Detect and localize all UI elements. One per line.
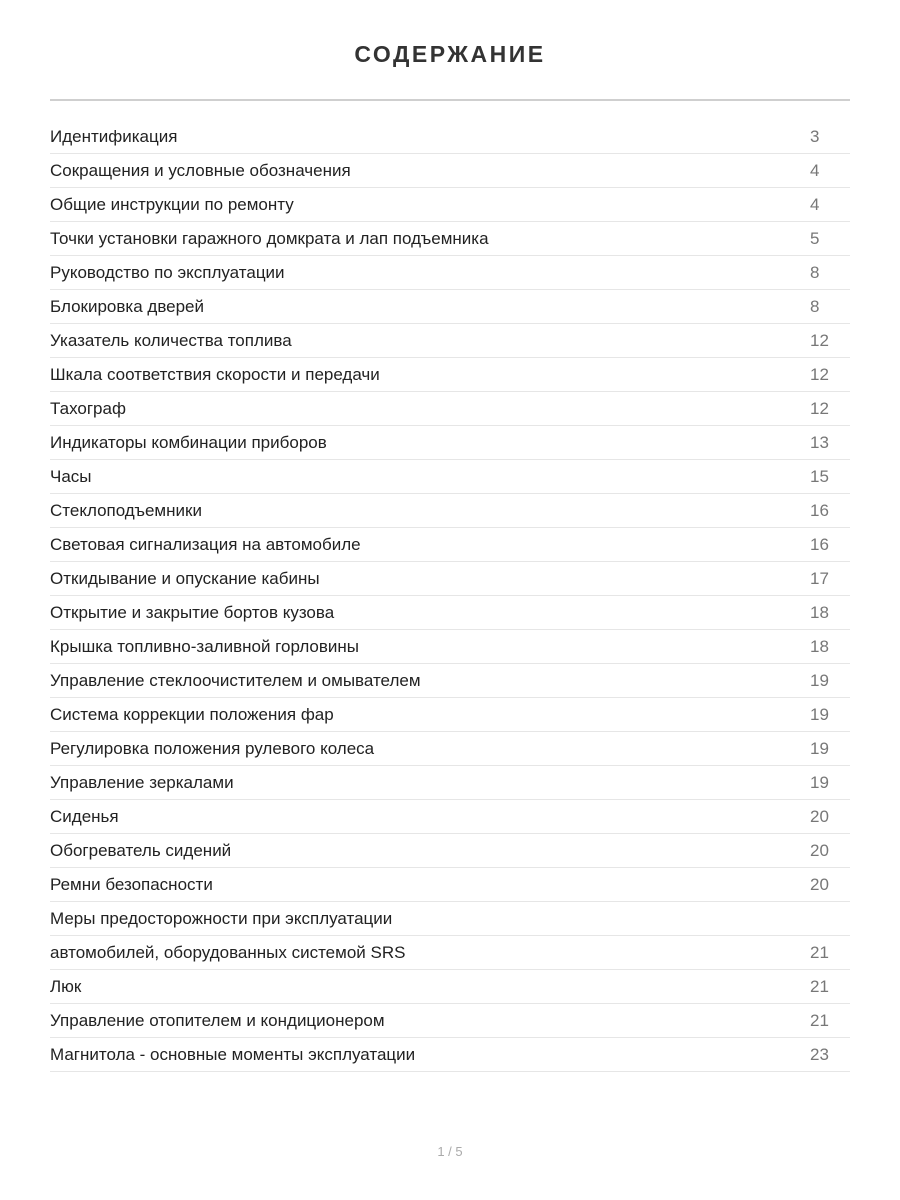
- toc-entry[interactable]: [50, 1004, 850, 1038]
- toc-entry-page-number: 5: [810, 228, 820, 248]
- toc-entry-page-number: 4: [810, 194, 820, 214]
- toc-entry-title: Общие инструкции по ремонту: [50, 194, 294, 214]
- toc-entry-title: Люк: [50, 976, 82, 996]
- toc-entry[interactable]: [50, 936, 850, 970]
- toc-entry-title: Тахограф: [50, 398, 126, 418]
- toc-entry-page-number: 13: [810, 432, 829, 452]
- toc-entry-page-number: 12: [810, 364, 829, 384]
- toc-entry[interactable]: [50, 460, 850, 494]
- toc-entry-title: Идентификация: [50, 126, 178, 146]
- toc-entry-title: Часы: [50, 466, 92, 486]
- toc-entry-title: Управление стеклоочистителем и омывателем: [50, 670, 421, 690]
- toc-entry-title: Шкала соответствия скорости и передачи: [50, 364, 380, 384]
- toc-entry[interactable]: [50, 766, 850, 800]
- toc-entry[interactable]: [50, 324, 850, 358]
- toc-entry-title: Управление зеркалами: [50, 772, 234, 792]
- toc-entry-page-number: 16: [810, 534, 829, 554]
- toc-entry-title: Ремни безопасности: [50, 874, 213, 894]
- toc-entry-title: Обогреватель сидений: [50, 840, 232, 860]
- toc-entry-title: Управление отопителем и кондиционером: [50, 1010, 385, 1030]
- toc-entry-page-number: 3: [810, 126, 820, 146]
- toc-entry-page-number: 23: [810, 1044, 829, 1064]
- toc-entry[interactable]: [50, 494, 850, 528]
- toc-entry-title: Система коррекции положения фар: [50, 704, 334, 724]
- toc-entry[interactable]: [50, 1038, 850, 1072]
- page-title: СОДЕРЖАНИЕ: [354, 41, 546, 67]
- toc-entry-page-number: 18: [810, 602, 829, 622]
- toc-entry[interactable]: [50, 426, 850, 460]
- toc-entry-page-number: 19: [810, 670, 829, 690]
- toc-entry-title: Индикаторы комбинации приборов: [50, 432, 327, 452]
- toc-entry-page-number: 12: [810, 398, 829, 418]
- toc-entry-page-number: 4: [810, 160, 820, 180]
- page-indicator: 1 / 5: [437, 1144, 463, 1159]
- toc-entry-page-number: 19: [810, 738, 829, 758]
- toc-entry-title: Магнитола - основные моменты эксплуатации: [50, 1044, 416, 1064]
- toc-entry[interactable]: [50, 800, 850, 834]
- toc-entry-page-number: 21: [810, 976, 829, 996]
- toc-entry-page-number: 20: [810, 806, 829, 826]
- toc-entry[interactable]: [50, 834, 850, 868]
- toc-entry-page-number: 8: [810, 262, 820, 282]
- toc-entry[interactable]: [50, 188, 850, 222]
- toc-entry-page-number: 16: [810, 500, 829, 520]
- toc-entry-title: Стеклоподъемники: [50, 500, 202, 520]
- toc-entry-title: Световая сигнализация на автомобиле: [50, 534, 361, 554]
- toc-entry-page-number: 21: [810, 942, 829, 962]
- toc-entry[interactable]: [50, 698, 850, 732]
- toc-entry-title: автомобилей, оборудованных системой SRS: [50, 942, 406, 962]
- toc-entry-title: Регулировка положения рулевого колеса: [50, 738, 375, 758]
- toc-entry[interactable]: [50, 222, 850, 256]
- toc-entry[interactable]: [50, 902, 850, 936]
- table-of-contents: [50, 120, 850, 1072]
- toc-entry-page-number: 20: [810, 874, 829, 894]
- toc-entry[interactable]: [50, 392, 850, 426]
- toc-entry[interactable]: [50, 120, 850, 154]
- toc-entry-page-number: 17: [810, 568, 829, 588]
- toc-entry-page-number: 21: [810, 1010, 829, 1030]
- toc-entry-page-number: 12: [810, 330, 829, 350]
- toc-entry-title: Руководство по эксплуатации: [50, 262, 285, 282]
- toc-entry-title: Точки установки гаражного домкрата и лап подъемника: [50, 228, 489, 248]
- toc-entry[interactable]: [50, 732, 850, 766]
- toc-entry-title: Открытие и закрытие бортов кузова: [50, 602, 335, 622]
- toc-entry[interactable]: [50, 290, 850, 324]
- title-divider: [50, 99, 850, 101]
- toc-entry-title: Сокращения и условные обозначения: [50, 160, 351, 180]
- toc-entry-page-number: 19: [810, 704, 829, 724]
- toc-entry-page-number: 20: [810, 840, 829, 860]
- toc-entry-title: Блокировка дверей: [50, 296, 205, 316]
- toc-entry-title: Крышка топливно-заливной горловины: [50, 636, 360, 656]
- toc-entry-title: Откидывание и опускание кабины: [50, 568, 320, 588]
- toc-entry[interactable]: [50, 256, 850, 290]
- toc-entry[interactable]: [50, 562, 850, 596]
- toc-entry-title: Сиденья: [50, 806, 119, 826]
- toc-entry-page-number: 19: [810, 772, 829, 792]
- toc-entry[interactable]: [50, 664, 850, 698]
- toc-entry[interactable]: [50, 970, 850, 1004]
- toc-entry[interactable]: [50, 596, 850, 630]
- toc-entry-page-number: 8: [810, 296, 820, 316]
- toc-entry[interactable]: [50, 528, 850, 562]
- toc-entry-page-number: 18: [810, 636, 829, 656]
- toc-entry-title: Меры предосторожности при эксплуатации: [50, 908, 393, 928]
- toc-entry-page-number: 15: [810, 466, 829, 486]
- toc-entry-title: Указатель количества топлива: [50, 330, 292, 350]
- toc-entry[interactable]: [50, 154, 850, 188]
- toc-entry[interactable]: [50, 630, 850, 664]
- toc-entry[interactable]: [50, 868, 850, 902]
- toc-entry[interactable]: [50, 358, 850, 392]
